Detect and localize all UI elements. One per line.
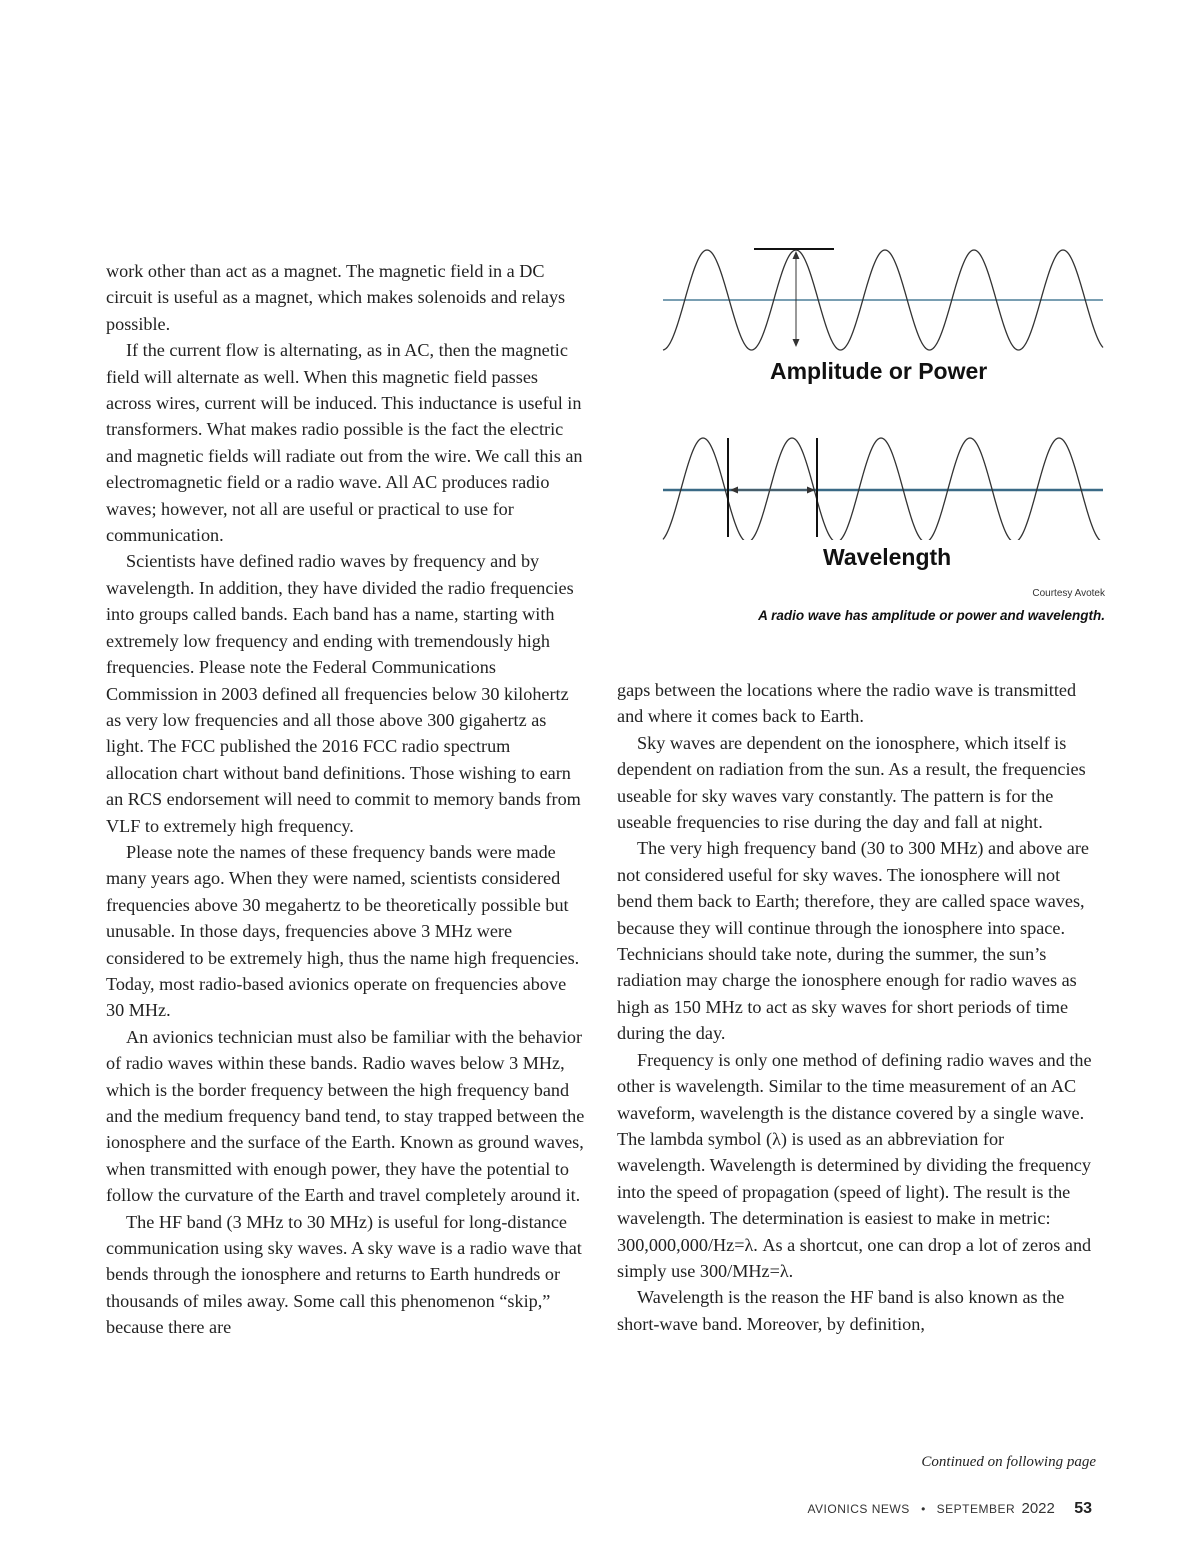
amplitude-label: Amplitude or Power	[770, 358, 988, 384]
continued-note: Continued on following page	[921, 1454, 1096, 1470]
amplitude-arrowhead-bottom	[793, 339, 800, 347]
issue-year: 2022	[1021, 1500, 1055, 1517]
magazine-name: AVIONICS NEWS	[807, 1502, 910, 1516]
wavelength-label: Wavelength	[823, 544, 952, 570]
paragraph: Frequency is only one method of defining radio waves and the other is wavelength. Similar to the time measurement of an AC waveform, wavelength is the distance covered by a single wave. The lambda symbol (λ) is used as an abbreviation for wavelength. Wavelength is determined by dividing the frequency into the speed of propagation (speed of light). The result is the wavelength. The determination is easiest to make in metric: 300,000,000/Hz=λ. As a shortcut, one can drop a lot of zeros and simply use 300/MHz=λ.	[617, 1049, 1092, 1281]
figure-caption: A radio wave has amplitude or power and wavelength.	[758, 608, 1105, 623]
page-footer	[807, 1500, 1092, 1518]
paragraph: Sky waves are dependent on the ionosphere, which itself is dependent on radiation from the sun. As a result, the frequencies useable for sky waves vary constantly. The pattern is for the useable frequencies to rise during the day and fall at night.	[617, 732, 1086, 833]
wavelength-arrowhead-left	[730, 487, 738, 494]
image-credit: Courtesy Avotek	[1032, 588, 1105, 599]
paragraph: Please note the names of these frequency bands were made many years ago. When they were named, scientists considered frequencies above 30 megahertz to be theoretically possible but unusable. In those days, frequencies above 3 MHz were considered to be extremely high, thus the name high frequencies. Today, most radio-based avionics operate on frequencies above 30 MHz.	[106, 841, 580, 1021]
radio-wave-figure	[658, 240, 1108, 540]
paragraph: work other than act as a magnet. The magnetic field in a DC circuit is useful as a magnet, which makes solenoids and relays possible.	[106, 261, 566, 334]
paragraph: An avionics technician must also be familiar with the behavior of radio waves within these bands. Radio waves below 3 MHz, which is the border frequency between the high frequency band and the medium frequency band tend, to stay trapped between the ionosphere and the surface of the Earth. Known as ground waves, when transmitted with enough power, they have the potential to follow the curvature of the Earth and travel completely around it.	[106, 1026, 585, 1206]
page-number: 53	[1074, 1500, 1092, 1517]
paragraph: Scientists have defined radio waves by frequency and by wavelength. In addition, they have divided the radio frequencies into groups called bands. Each band has a name, starting with extremely low frequency and ending with tremendously high frequencies. Please note the Federal Communications Commission in 2003 defined all frequencies below 30 kilohertz as very low frequencies and all those above 300 gigahertz as light. The FCC published the 2016 FCC radio spectrum allocation chart without band definitions. Those wishing to earn an RCS endorsement will need to commit to memory bands from VLF to extremely high frequency.	[106, 551, 581, 836]
paragraph: The very high frequency band (30 to 300 MHz) and above are not considered useful for sky waves. The ionosphere will not bend them back to Earth; therefore, they are called space waves, because they will continue through the ionosphere into space. Technicians should take note, during the summer, the sun’s radiation may charge the ionosphere enough for radio waves as high as 150 MHz to act as sky waves for short periods of time during the day.	[617, 838, 1089, 1044]
paragraph: gaps between the locations where the radio wave is transmitted and where it comes back to Earth.	[617, 680, 1077, 727]
left-text-column	[106, 258, 586, 1341]
paragraph: If the current flow is alternating, as in AC, then the magnetic field will alternate as well. When this magnetic field passes across wires, current will be induced. This inductance is useful in transformers. What makes radio possible is the fact the electric and magnetic fields will radiate out from the wire. We call this an electromagnetic field or a radio wave. All AC produces radio waves; however, not all are useful or practical to use for communication.	[106, 340, 583, 546]
paragraph: The HF band (3 MHz to 30 MHz) is useful for long-distance communication using sky waves. A sky wave is a radio wave that bends through the ionosphere and returns to Earth hundreds or thousands of miles away. Some call this phenomenon “skip,” because there are	[106, 1211, 582, 1338]
footer-separator: •	[921, 1502, 926, 1516]
right-text-column	[617, 677, 1092, 1337]
paragraph: Wavelength is the reason the HF band is also known as the short-wave band. Moreover, by definition,	[617, 1287, 1065, 1334]
amplitude-arrowhead-top	[793, 251, 800, 259]
issue-month: SEPTEMBER	[936, 1502, 1016, 1516]
